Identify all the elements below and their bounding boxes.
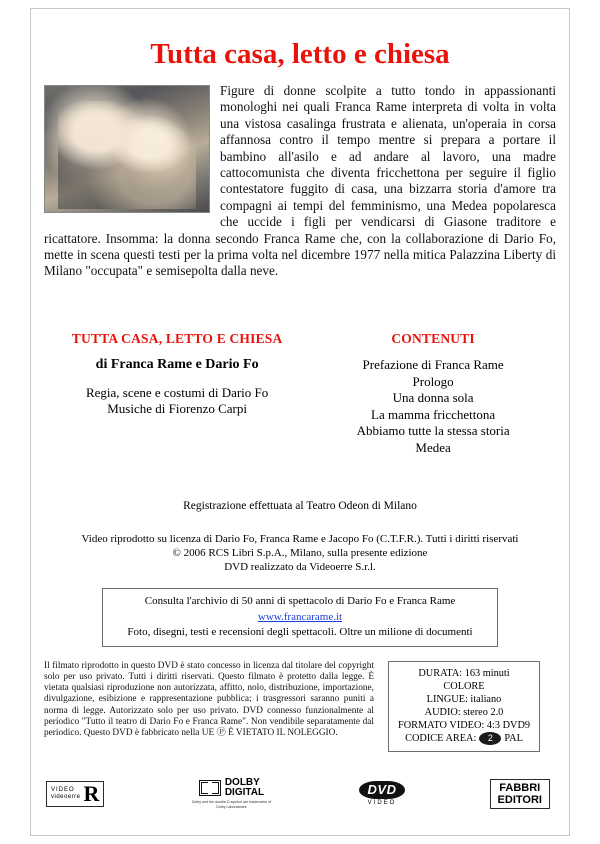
fabbri-editori-logo (490, 779, 550, 809)
spec-colore: COLORE (443, 680, 485, 692)
dolby-sub: DIGITAL (224, 786, 265, 798)
rights-line-2: © 2006 RCS Libri S.p.A., Milano, sulla presente edizione (172, 547, 428, 559)
spec-pal: PAL (504, 732, 523, 744)
videoerre-logo (46, 781, 104, 807)
credits-authors: di Franca Rame e Dario Fo (95, 357, 259, 372)
list-item: Medea (415, 439, 451, 455)
cover-photo (44, 85, 210, 213)
rights-block (44, 532, 556, 574)
credits-and-contents (44, 331, 556, 456)
credits-musiche: Musiche di Fiorenzo Carpi (107, 401, 247, 416)
dvd-video-label: VIDEO (367, 800, 397, 806)
bottom-block (44, 661, 556, 752)
spec-codice-area-label: CODICE AREA: (405, 732, 477, 744)
page-title: Tutta casa, letto e chiesa (150, 38, 450, 70)
list-item: La mamma fricchettona (371, 406, 496, 422)
synopsis-text: Figure di donne scolpite a tutto tondo in appassionanti monologhi nei quali Franca Rame interpreta di volta in volta una vistosa casalinga frustrata e alienata, un'operaia in corsa affannosa contro il tempo mentre si prepara a portare il bambino all'asilo e ad andare al lavoro, una madre cattocomunista che diventa fricchettona per seguire il figlio contestatore fuggito di casa, una bizzarra storia d'amore tra compagni ai tempi del femminismo, una Medea popolaresca che uccide i figli per vendicarsi di Giasone traditore e ricattatore. Insomma: la donna secondo Franca Rame che, con la collaborazione di Dario Fo, mette in scena questi testi per la prima volta nel dicembre 1977 nella mitica Palazzina Liberty di Milano "occupata" e semisepolta dalla neve. (44, 83, 556, 279)
spec-box (388, 661, 540, 752)
legal-text: Il filmato riprodotto in questo DVD è stato concesso in licenza dal titolare del copyright solo per uso privato. Tutti i diritti riservati. Questo filmato è protetto dalla legge. È vietata qualsiasi riproduzione non autorizzata, affitto, nolo, distribuzione, importazione, divulgazione, esibizione e rappresentazione pubblica; i trasgressori saranno puniti a norma di legge. Autorizzato solo per uso privato. DVD connesso funzionalmente al periodico "Tutto il teatro di Dario Fo e Franca Rame". Non vendibile separatamente dal periodico. Questo DVD è fabbricato nella UE Ⓟ È VIETATO IL NOLEGGIO. (44, 660, 374, 739)
archive-website-link[interactable]: www.francarame.it (257, 610, 343, 623)
fabbri-line-2: EDITORI (497, 793, 542, 806)
spec-durata: DURATA: 163 minuti (418, 667, 510, 679)
fabbri-line-1: FABBRI (499, 781, 541, 794)
dvd-disc-label: DVD (359, 781, 406, 799)
credits-heading: TUTTA CASA, LETTO E CHIESA (71, 331, 283, 346)
spec-audio: AUDIO: stereo 2.0 (424, 706, 504, 718)
region-code-icon: 2 (479, 732, 501, 745)
dvd-video-logo (359, 781, 406, 806)
logo-row (44, 778, 556, 810)
list-item: Abbiamo tutte la stessa storia (356, 423, 510, 438)
recording-note: Registrazione effettuata al Teatro Odeon di Milano (183, 500, 417, 512)
contents-column (310, 331, 556, 456)
archive-line-1: Consulta l'archivio di 50 anni di spettacolo di Dario Fo e Franca Rame (144, 595, 456, 607)
synopsis-block (44, 83, 556, 305)
videoerre-top-label: VIDEO (51, 786, 75, 793)
credits-column (44, 331, 310, 456)
list-item: Prefazione di Franca Rame (362, 357, 504, 372)
contents-heading: CONTENUTI (391, 331, 475, 346)
dolby-double-d-icon (199, 780, 221, 796)
contents-list (310, 357, 556, 456)
credits-regia: Regia, scene e costumi di Dario Fo (85, 385, 269, 400)
list-item: Una donna sola (392, 390, 474, 405)
cover-content (44, 20, 556, 826)
list-item: Prologo (412, 373, 454, 389)
dolby-digital-logo (188, 778, 274, 810)
dolby-fineprint: Dolby and the double-D symbol are trademarks of Dolby Laboratories (191, 799, 272, 809)
archive-line-2: Foto, disegni, testi e recensioni degli spettacoli. Oltre un milione di documenti (127, 626, 473, 638)
rights-line-1: Video riprodotto su licenza di Dario Fo, Franca Rame e Jacopo Fo (C.T.F.R.). Tutti i diritti riservati (81, 533, 519, 545)
archive-box (102, 588, 498, 647)
rights-line-3: DVD realizzato da Videoerre S.r.l. (224, 561, 376, 573)
videoerre-r-mark: R (83, 780, 100, 806)
spec-lingue: LINGUE: italiano (426, 693, 502, 705)
spec-region-row (393, 732, 535, 745)
dolby-name: DOLBY (224, 776, 260, 788)
videoerre-bottom-label: videoerre (51, 793, 81, 800)
spec-formato: FORMATO VIDEO: 4:3 DVD9 (397, 719, 531, 731)
